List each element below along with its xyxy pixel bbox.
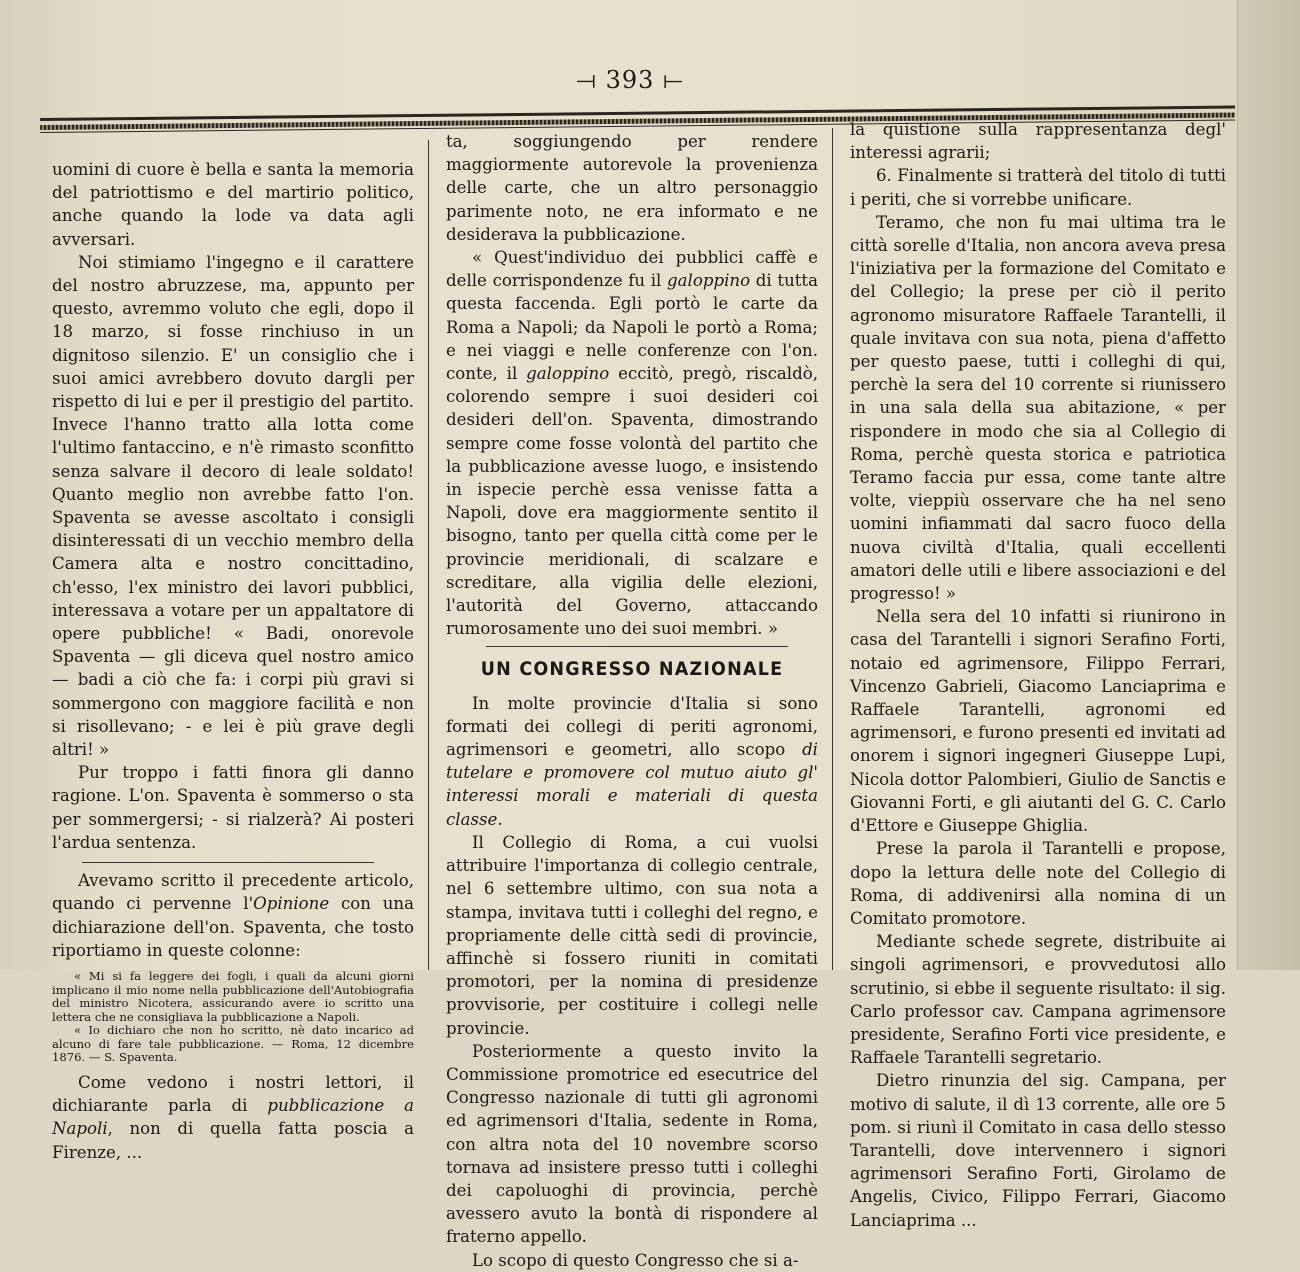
- page-number-value: 393: [605, 66, 655, 94]
- paragraph: Mediante schede segrete, distribuite ai singoli agrimensori, e provvedutosi allo scrutinio, si ebbe il seguente risultato: il sig. Carlo professor cav. Campana agrimensore presidente, Serafino Forti vice presidente, e Raffaele Tarantelli segretario.: [850, 932, 1226, 1068]
- column-divider-1: [428, 140, 429, 970]
- paragraph: 6. Finalmente si tratterà del titolo di tutti i periti, che si vorrebbe unificare.: [850, 166, 1226, 209]
- paragraph: uomini di cuore è bella e santa la memoria del patriottismo e del martirio politico, anche quando la lode va data agli avversari.: [52, 160, 414, 249]
- section-separator: [82, 862, 374, 863]
- column-2: [446, 130, 818, 1272]
- page-edge: [1237, 0, 1300, 970]
- paragraph: la quistione sulla rappresentanza degl' interessi agrarii;: [850, 120, 1226, 163]
- quote-paragraph: « Mi si fa leggere dei fogli, i quali da alcuni giorni implicano il mio nome nella pubblicazione dell'Autobiografia del ministro Nicotera, assicurando avere io scritto una lettera che ne consigliava la pubblicazione a Napoli.: [52, 968, 414, 1024]
- column-3: [850, 118, 1226, 1232]
- paragraph: Prese la parola il Tarantelli e propose, dopo la lettura delle note del Collegio di Roma, di addivenirsi alla nomina di un Comitato promotore.: [850, 839, 1226, 928]
- column-1: [52, 158, 414, 1164]
- paragraph: Il Collegio di Roma, a cui vuolsi attribuire l'importanza di collegio centrale, nel 6 settembre ultimo, con sua nota a stampa, invitava tutti i colleghi del regno, e propriamente delle città sedi di provincie, affinchè si fossero riuniti in comitati promotori, per la nomina di presidenze provvisorie, per costituire i collegi nelle provincie.: [446, 832, 818, 1038]
- paragraph: Lo scopo di questo Congresso che si a-: [472, 1250, 799, 1270]
- quoted-declaration: [52, 970, 414, 1065]
- article-headline: UN CONGRESSO NAZIONALE: [480, 659, 784, 681]
- paragraph: Pur troppo i fatti finora gli danno ragione. L'on. Spaventa è sommerso o sta per sommergersi; - si rialzerà? Ai posteri l'ardua sentenza.: [52, 763, 414, 852]
- paragraph: Teramo, che non fu mai ultima tra le città sorelle d'Italia, non ancora aveva presa l'iniziativa per la formazione del Comitato e del Collegio; la prese per ciò il perito agronomo misuratore Raffaele Tarantelli, il quale invitava con sua nota, piena d'affetto per questo paese, tutti i colleghi di qui, perchè la sera del 10 corrente si riunissero in una sala della sua abitazione, « per rispondere in modo che sia al Collegio di Roma, perchè questa storica e patriotica Teramo faccia pur essa, come tante altre volte, vieppiù osservare che ha nel seno uomini infiammati dal sacro fuoco della nuova civiltà d'Italia, quali eccellenti amatori delle utili e libere associazioni e del progresso! »: [850, 212, 1226, 604]
- section-separator: [486, 646, 788, 647]
- paragraph: In molte provincie d'Italia si sono formati dei collegi di periti agronomi, agrimensori e geometri, allo scopo di tutelare e promovere col mutuo aiuto gl' interessi morali e materiali di questa classe.: [446, 693, 818, 829]
- paragraph: Nella sera del 10 infatti si riunirono in casa del Tarantelli i signori Serafino Forti, notaio ed agrimensore, Filippo Ferrari, Vincenzo Gabrieli, Giacomo Lanciaprima e Raffaele Tarantelli, agronomi ed agrimensori, e furono presenti ed invitati ad onorem i signori ingegneri Giuseppe Lupi, Nicola dottor Palombieri, Giulio de Sanctis e Giovanni Forti, e gli aiutanti del G. C. Carlo d'Ettore e Giuseppe Ghiglia.: [850, 607, 1226, 836]
- quote-paragraph: « Io dichiaro che non ho scritto, nè dato incarico ad alcuno di fare tale pubblicazione. — Roma, 12 dicembre 1876. — S. Spaventa.: [52, 1023, 414, 1065]
- page-number: ⟞ 393 ⟝: [576, 66, 684, 94]
- paragraph: Dietro rinunzia del sig. Campana, per motivo di salute, il dì 13 corrente, alle ore 5 pom. si riunì il Comitato in casa dello stesso Tarantelli, dove intervennero i signori agrimensori Serafino Forti, Girolamo de Angelis, Civico, Filippo Ferrari, Giacomo Lanciaprima ...: [850, 1071, 1226, 1230]
- paragraph-last: Come vedono i nostri lettori, il dichiarante parla di pubblicazione a Napoli, non di quella fatta poscia a Firenze, ...: [52, 1073, 414, 1162]
- paragraph: Noi stimiamo l'ingegno e il carattere del nostro abruzzese, ma, appunto per questo, avremmo voluto che egli, dopo il 18 marzo, si fosse rinchiuso in un dignitoso silenzio. E' un consiglio che i suoi amici avrebbero dovuto dargli per rispetto di lui e per il prestigio del partito. Invece l'hanno tratto alla lotta come l'ultimo fantaccino, e n'è rimasto sconfitto senza salvare il decoro di leale soldato! Quanto meglio non avrebbe fatto l'on. Spaventa se avesse ascoltato i consigli disinteressati di un vecchio membro della Camera alta e nostro concittadino, ch'esso, l'ex ministro dei lavori pubblici, interessava a votare per un appaltatore di opere pubbliche! « Badi, onorevole Spaventa — gli diceva quel nostro amico — badi a ciò che fa: i corpi più gravi si sommergono con maggiore facilità e non si risollevano; - e lei è più grave degli altri! »: [52, 252, 414, 760]
- paragraph: ta, soggiungendo per rendere maggiormente autorevole la provenienza delle carte, che un altro personaggio parimente noto, ne era informato e ne desiderava la pubblicazione.: [446, 132, 818, 244]
- paragraph-galoppino: « Quest'individuo dei pubblici caffè e delle corrispondenze fu il galoppino di tutta questa faccenda. Egli portò le carte da Roma a Napoli; da Napoli le portò a Roma; e nei viaggi e nelle conferenze con l'on. conte, il galoppino eccitò, pregò, riscaldò, colorendo sempre i suoi desideri coi desideri dell'on. Spaventa, dimostrando sempre come fosse volontà del partito che la pubblicazione avesse luogo, e insistendo in ispecie perchè essa venisse fatta a Napoli, dove era maggiormente sentito il bisogno, tanto per quella città come per le provincie meridionali, di scalzare e screditare, alla vigilia delle elezioni, l'autorità del Governo, attaccando rumorosamente uno dei suoi membri. »: [446, 248, 818, 639]
- column-divider-2: [832, 128, 833, 970]
- paragraph: Posteriormente a questo invito la Commissione promotrice ed esecutrice del Congresso nazionale di tutti gli agronomi ed agrimensori d'Italia, sedente in Roma, con altra nota del 10 novembre scorso tornava ad insistere presso tutti i colleghi dei capoluoghi di provincia, perchè avessero avuto la bontà di rispondere al fraterno appello.: [446, 1041, 818, 1247]
- paragraph-opinione: Avevamo scritto il precedente articolo, quando ci pervenne l'Opinione con una dichiarazione dell'on. Spaventa, che tosto riportiamo in queste colonne:: [52, 871, 414, 960]
